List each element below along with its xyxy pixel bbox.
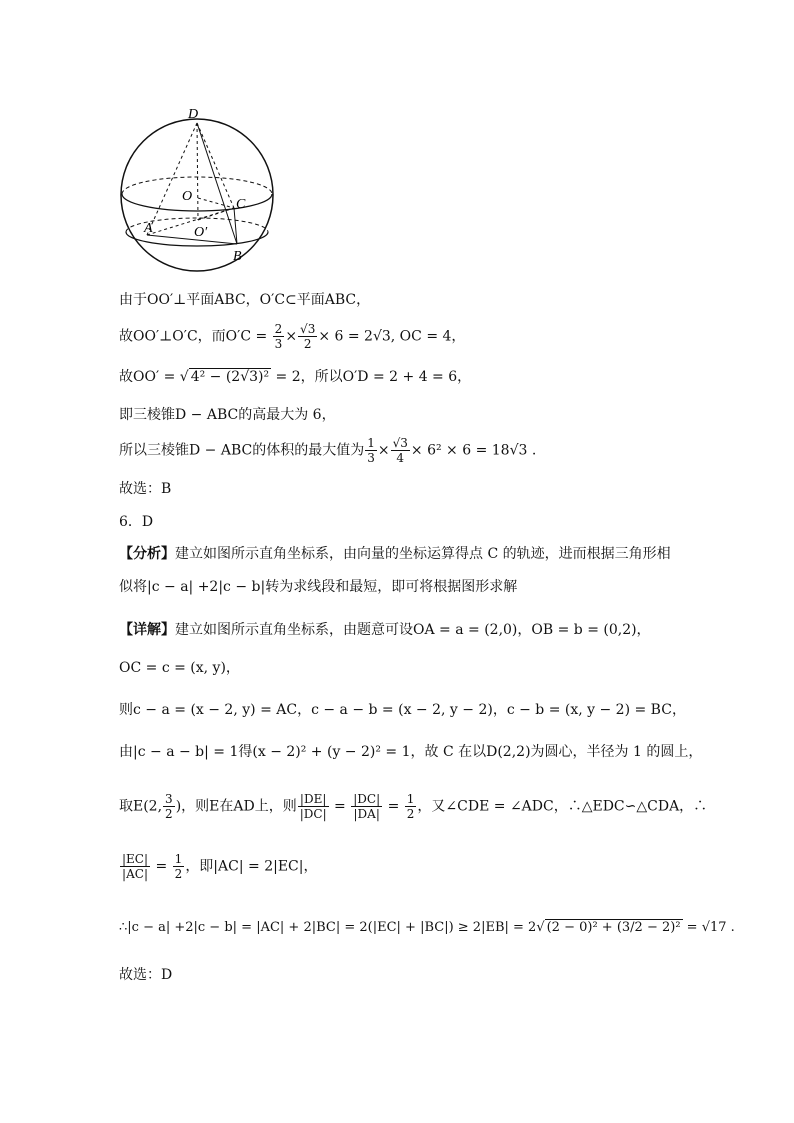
line-14-text-j: = <box>383 798 404 815</box>
fraction-numerator: 1 <box>174 852 183 866</box>
line-7: 6．D <box>119 514 154 530</box>
fraction-denominator: 3 <box>367 451 375 465</box>
fraction-numerator: 2 <box>274 322 283 336</box>
edge-do <box>197 123 198 220</box>
line-5-text-a: 所以三棱锥D − ABC的体积的最大值为 <box>119 442 365 459</box>
fraction-denominator: |DA| <box>353 807 380 821</box>
upper-ellipse-front <box>122 194 272 211</box>
fraction-numerator: |DE| <box>298 792 329 807</box>
line-3-text-c: = 2，所以O′D = 2 + 4 = 6， <box>271 369 472 385</box>
radicand: 4² − (2√3)² <box>190 369 270 385</box>
fraction-two-thirds <box>273 322 285 351</box>
label-d: D <box>188 107 199 122</box>
line-14-text-d: )，则E在AD上，则 <box>175 798 297 815</box>
fraction-denominator: 2 <box>406 807 415 821</box>
line-5: 所以三棱锥D − ABC的体积的最大值为 $\frac{1}{3}$ × $\frac{√3}{4}$ × 6² × 6 = 18√3 . <box>119 436 537 465</box>
line-10 <box>119 620 651 640</box>
label-o-prime: O′ <box>194 225 208 240</box>
line-13: 由|c − a − b| = 1得(x − 2)² + (y − 2)² = 1，故 C 在以D(2,2)为圆心，半径为 1 的圆上， <box>119 744 703 760</box>
line-10-text: 建立如图所示直角坐标系，由题意可设OA = a = (2,0)，OB = b = (0,2)， <box>175 622 651 638</box>
fraction-denominator: 2 <box>165 807 173 821</box>
line-6: 故选：B <box>119 481 172 497</box>
fraction-one-half-b <box>173 852 185 881</box>
fraction-one-half <box>405 792 417 821</box>
line-15 <box>119 852 317 881</box>
line-14 <box>119 792 707 821</box>
fraction-dc-over-da <box>351 792 382 821</box>
line-1: 由于OO′⊥平面ABC，O′C⊂平面ABC， <box>119 292 371 308</box>
line-3: 故OO′ = √ 4² − (2√3)² = 2，所以O′D = 2 + 4 = 6， <box>119 369 472 385</box>
line-3-text-a: 故OO′ = <box>119 369 180 385</box>
line-14-text-m: ，又∠CDE = ∠ADC，∴△EDC∽△CDA，∴ <box>417 798 708 815</box>
fraction-denominator: |AC| <box>122 867 148 881</box>
fraction-denominator: 3 <box>274 337 283 351</box>
fraction-denominator: 2 <box>174 867 183 881</box>
line-12: 则c − a = (x − 2, y) = AC，c − a − b = (x − 2, y − 2)，c − b = (x, y − 2) = BC， <box>119 702 686 718</box>
fraction-denominator: 2 <box>303 337 312 351</box>
fraction-ec-over-ac <box>120 852 150 881</box>
edge-ab <box>147 235 237 244</box>
line-16-text-a: ∴|c − a| +2|c − b| = |AC| + 2|BC| = 2(|EC| + |BC|) ≥ 2|EB| = 2 <box>119 920 537 935</box>
label-a: A <box>144 221 153 236</box>
line-17: 故选：D <box>119 967 173 983</box>
fraction-numerator: √3 <box>300 322 316 336</box>
line-2-text-f: × 6 = 2√3, OC = 4， <box>318 328 466 345</box>
fraction-numerator: 1 <box>406 792 415 806</box>
fraction-sqrt3-over-4 <box>391 436 410 465</box>
label-o: O <box>182 189 193 204</box>
line-9: 似将|c − a| +2|c − b|转为求线段和最短，即可将根据图形求解 <box>119 579 518 595</box>
fraction-de-over-dc <box>298 792 329 821</box>
fraction-one-third <box>365 436 377 465</box>
line-14-text-g: = <box>329 798 351 815</box>
line-15-text-c: = <box>151 858 172 875</box>
line-5-text-f: × 6² × 6 = 18√3 . <box>410 442 537 459</box>
line-14-text-a: 取E(2, <box>119 798 163 815</box>
line-11: OC = c = (x, y)， <box>119 660 240 676</box>
fraction-numerator: √3 <box>392 436 408 450</box>
line-8 <box>119 544 671 564</box>
label-b: B <box>233 249 242 264</box>
fraction-three-halves <box>163 792 175 821</box>
analysis-tag: 【分析】 <box>119 546 175 562</box>
line-16-text-c: = √17 . <box>682 920 735 935</box>
fraction-numerator: 1 <box>367 436 375 450</box>
radicand-eb: (2 − 0)² + (3/2 − 2)² <box>546 920 681 935</box>
fraction-sqrt3-over-2 <box>298 322 317 351</box>
upper-ellipse-back <box>122 177 272 194</box>
line-4: 即三棱锥D − ABC的高最大为 6， <box>119 407 336 423</box>
line-8-text: 建立如图所示直角坐标系，由向量的坐标运算得点 C 的轨迹，进而根据三角形相 <box>175 546 671 562</box>
detail-tag: 【详解】 <box>119 622 175 638</box>
fraction-denominator: |DC| <box>299 807 327 821</box>
label-c: C <box>236 197 246 212</box>
line-2-text-a: 故OO′⊥O′C，而O′C = <box>119 328 272 345</box>
fraction-numerator: 3 <box>165 792 173 806</box>
line-2: 故OO′⊥O′C，而O′C = $\frac{2}{3}$ × $\frac{√3}{2}$ × 6 = 2√3, OC = 4， <box>119 322 466 351</box>
edge-dc <box>197 123 234 208</box>
sphere-figure <box>114 104 284 272</box>
fraction-numerator: |DC| <box>353 792 381 806</box>
fraction-numerator: |EC| <box>122 852 149 866</box>
fraction-denominator: 4 <box>396 451 405 465</box>
line-16: ∴|c − a| +2|c − b| = |AC| + 2|BC| = 2(|EC| + |BC|) ≥ 2|EB| = 2√ (2 − 0)² + (3/2 − 2)² = √17 . <box>119 920 735 935</box>
line-15-text-f: ，即|AC| = 2|EC|， <box>185 858 318 875</box>
segment-oc <box>198 198 234 208</box>
